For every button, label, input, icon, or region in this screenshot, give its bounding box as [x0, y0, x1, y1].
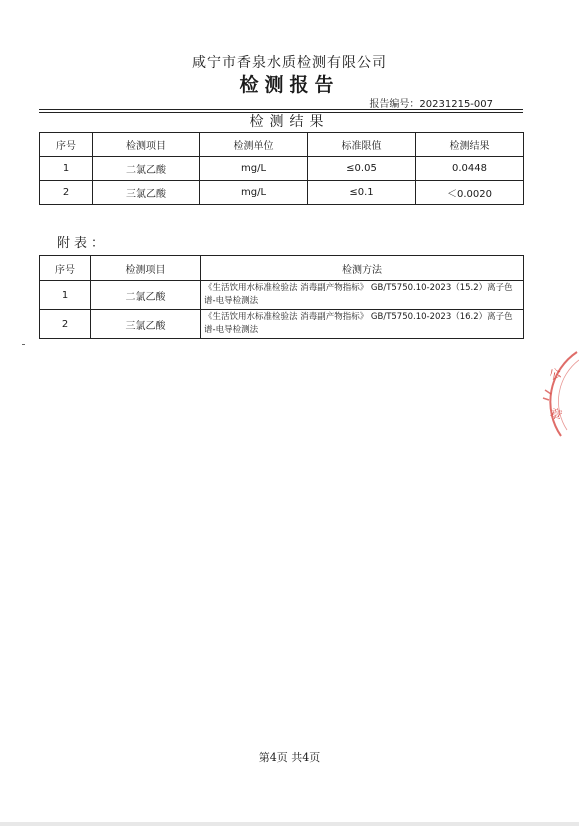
page-number: 第4页 共4页	[258, 751, 321, 764]
results-section-title: 检测结果	[249, 114, 330, 130]
method-cell: 《生活饮用水标准检验法 消毒副产物指标》 GB/T5750.10-2023（16.2）离子色谱-电导检测法	[201, 310, 524, 339]
scan-mark	[22, 344, 25, 345]
column-header: 序号	[40, 256, 91, 281]
official-seal-stamp	[533, 350, 579, 440]
table-row	[40, 310, 524, 339]
column-header: 检测方法	[201, 256, 524, 281]
report-title: 检测报告	[239, 74, 340, 96]
appendix-table	[39, 255, 524, 339]
table-cell: ≤0.1	[308, 181, 416, 205]
table-cell: 三氯乙酸	[91, 310, 201, 339]
table-header-row	[40, 256, 524, 281]
table-row	[40, 157, 524, 181]
table-cell: 2	[40, 310, 91, 339]
table-cell: 1	[40, 157, 93, 181]
appendix-label: 附表：	[57, 236, 109, 251]
column-header: 检测单位	[200, 133, 308, 157]
scan-edge	[0, 822, 579, 826]
column-header: 检测项目	[91, 256, 201, 281]
table-cell: 二氯乙酸	[93, 157, 200, 181]
method-cell: 《生活饮用水标准检验法 消毒副产物指标》 GB/T5750.10-2023（15.2）离子色谱-电导检测法	[201, 281, 524, 310]
column-header: 序号	[40, 133, 93, 157]
table-row	[40, 181, 524, 205]
table-cell: 0.0448	[416, 157, 524, 181]
column-header: 检测项目	[93, 133, 200, 157]
table-cell: 1	[40, 281, 91, 310]
table-cell: ≤0.05	[308, 157, 416, 181]
column-header: 标准限值	[308, 133, 416, 157]
table-cell: mg/L	[200, 181, 308, 205]
table-cell: ＜0.0020	[416, 181, 524, 205]
column-header: 检测结果	[416, 133, 524, 157]
header-rule-top	[39, 109, 523, 110]
table-cell: 2	[40, 181, 93, 205]
report-number: 报告编号：20231215-007	[369, 99, 493, 110]
table-header-row	[40, 133, 524, 157]
table-cell: mg/L	[200, 157, 308, 181]
table-row	[40, 281, 524, 310]
company-name: 咸宁市香泉水质检测有限公司	[192, 55, 387, 71]
table-cell: 二氯乙酸	[91, 281, 201, 310]
results-table	[39, 132, 524, 205]
seal-char: 公	[547, 365, 564, 383]
seal-char: 章	[547, 405, 565, 423]
table-cell: 三氯乙酸	[93, 181, 200, 205]
